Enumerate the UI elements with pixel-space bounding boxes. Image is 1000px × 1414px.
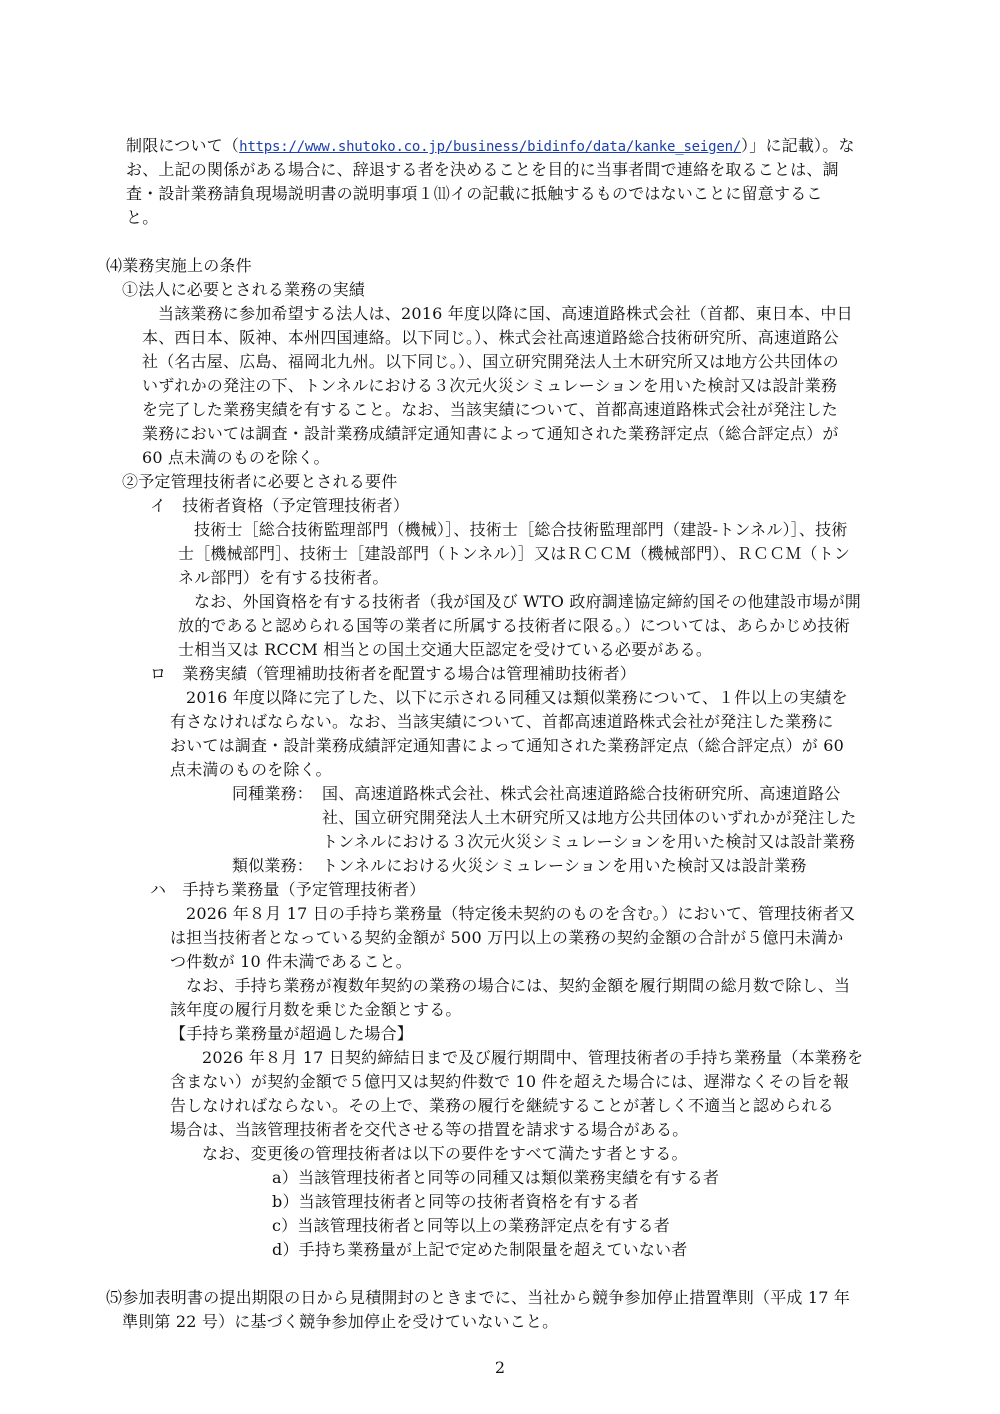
intro-text-a: 制限について（ <box>126 136 240 155</box>
same-type-line: 社、国立研究開発法人土木研究所又は地方公共団体のいずれかが発注した <box>322 808 857 827</box>
ro-line: 点未満のものを除く。 <box>170 760 332 779</box>
ha-line: つ件数が 10 件未満であること。 <box>170 952 412 971</box>
sub1-line: を完了した業務実績を有すること。なお、当該実績について、首都高速道路株式会社が発注した <box>142 400 838 419</box>
intro-line-4: と。 <box>126 208 159 227</box>
ha-heading: ハ 手持ち業務量（予定管理技術者） <box>150 880 426 899</box>
i-line: ネル部門）を有する技術者。 <box>178 568 389 587</box>
intro-line-3: 査・設計業務請負現場説明書の説明事項１⑾イの記載に抵触するものではないことに留意するこ <box>126 184 823 203</box>
ha-line: は担当技術者となっている契約金額が 500 万円以上の業務の契約金額の合計が５億円未満か <box>170 928 844 947</box>
requirement-item: a）当該管理技術者と同等の同種又は類似業務実績を有する者 <box>272 1168 720 1187</box>
ro-line: おいては調査・設計業務成績評定通知書によって通知された業務評定点（総合評定点）が 60 <box>170 736 845 755</box>
same-type-label: 同種業務： <box>232 784 314 803</box>
ro-line: 2016 年度以降に完了した、以下に示される同種又は類似業務について、１件以上の実績を <box>186 688 848 707</box>
sub1-line: いずれかの発注の下、トンネルにおける３次元火災シミュレーションを用いた検討又は設計業務 <box>142 376 838 395</box>
i-line: 技術士［総合技術監理部門（機械）］、技術士［総合技術監理部門（建設-トンネル）］、技術 <box>194 520 848 539</box>
intro-line-1 <box>126 134 855 159</box>
section-4-heading: ⑷業務実施上の条件 <box>106 256 252 275</box>
requirement-item: c）当該管理技術者と同等以上の業務評定点を有する者 <box>272 1216 670 1235</box>
ha-line: 告しなければならない。その上で、業務の履行を継続することが著しく不適当と認められる <box>170 1096 834 1115</box>
sub2-heading: ②予定管理技術者に必要とされる要件 <box>122 472 398 491</box>
ro-heading: ロ 業務実績（管理補助技術者を配置する場合は管理補助技術者） <box>150 664 637 683</box>
ha-line: なお、手持ち業務が複数年契約の業務の場合には、契約金額を履行期間の総月数で除し、当 <box>186 976 851 995</box>
intro-line-2: お、上記の関係がある場合に、辞退する者を決めることを目的に当事者間で連絡を取ることは、調 <box>126 160 839 179</box>
requirement-item: d）手持ち業務量が上記で定めた制限量を超えていない者 <box>272 1240 688 1259</box>
ro-line: 有さなければならない。なお、当該実績について、首都高速道路株式会社が発注した業務に <box>170 712 834 731</box>
intro-text-b: ）」に記載）。な <box>741 136 855 155</box>
section-5-line: 準則第 22 号）に基づく競争参加停止を受けていないこと。 <box>122 1312 559 1331</box>
excess-bracket-heading: 【手持ち業務量が超過した場合】 <box>170 1024 414 1043</box>
i-heading: イ 技術者資格（予定管理技術者） <box>150 496 410 515</box>
similar-type-line: トンネルにおける火災シミュレーションを用いた検討又は設計業務 <box>322 856 807 875</box>
kanke-seigen-link[interactable]: https://www.shutoko.co.jp/business/bidinfo/data/kanke_seigen/ <box>239 139 742 155</box>
ha-line: 該年度の履行月数を乗じた金額とする。 <box>170 1000 462 1019</box>
ha-line: 2026 年８月 17 日契約締結日まで及び履行期間中、管理技術者の手持ち業務量（本業務を <box>202 1048 864 1067</box>
requirement-item: b）当該管理技術者と同等の技術者資格を有する者 <box>272 1192 639 1211</box>
i-line: 士［機械部門］、技術士［建設部門（トンネル）］又はＲＣＣＭ（機械部門）、ＲＣＣＭ（トン <box>178 544 851 563</box>
ha-line: なお、変更後の管理技術者は以下の要件をすべて満たす者とする。 <box>202 1144 688 1163</box>
section-5-line: ⑸参加表明書の提出期限の日から見積開封のときまでに、当社から競争参加停止措置準則（平成 17 年 <box>106 1288 851 1307</box>
sub1-line: 社（名古屋、広島、福岡北九州。以下同じ。）、国立研究開発法人土木研究所又は地方公共団体の <box>142 352 839 371</box>
sub1-line: 本、西日本、阪神、本州四国連絡。以下同じ。）、株式会社高速道路総合技術研究所、高速道路公 <box>142 328 839 347</box>
sub1-heading: ①法人に必要とされる業務の実績 <box>122 280 366 299</box>
page-number: 2 <box>494 1358 506 1377</box>
sub1-line: 業務においては調査・設計業務成績評定通知書によって通知された業務評定点（総合評定点）が <box>142 424 839 443</box>
same-type-line: トンネルにおける３次元火災シミュレーションを用いた検討又は設計業務 <box>322 832 856 851</box>
i-line: なお、外国資格を有する技術者（我が国及び WTO 政府調達協定締約国その他建設市場が開 <box>194 592 862 611</box>
i-line: 士相当又は RCCM 相当との国土交通大臣認定を受けている必要がある。 <box>178 640 713 659</box>
i-line: 放的であると認められる国等の業者に所属する技術者に限る。）については、あらかじめ技術 <box>178 616 851 635</box>
similar-type-label: 類似業務： <box>232 856 314 875</box>
ha-line: 場合は、当該管理技術者を交代させる等の措置を請求する場合がある。 <box>170 1120 689 1139</box>
same-type-line: 国、高速道路株式会社、株式会社高速道路総合技術研究所、高速道路公 <box>322 784 841 803</box>
sub1-line: 当該業務に参加希望する法人は、2016 年度以降に国、高速道路株式会社（首都、東日本、中日 <box>158 304 853 323</box>
ha-line: 2026 年８月 17 日の手持ち業務量（特定後未契約のものを含む。）において、管理技術者又 <box>186 904 856 923</box>
sub1-line: 60 点未満のものを除く。 <box>142 448 330 467</box>
ha-line: 含まない）が契約金額で５億円又は契約件数で 10 件を超えた場合には、遅滞なくその旨を報 <box>170 1072 850 1091</box>
